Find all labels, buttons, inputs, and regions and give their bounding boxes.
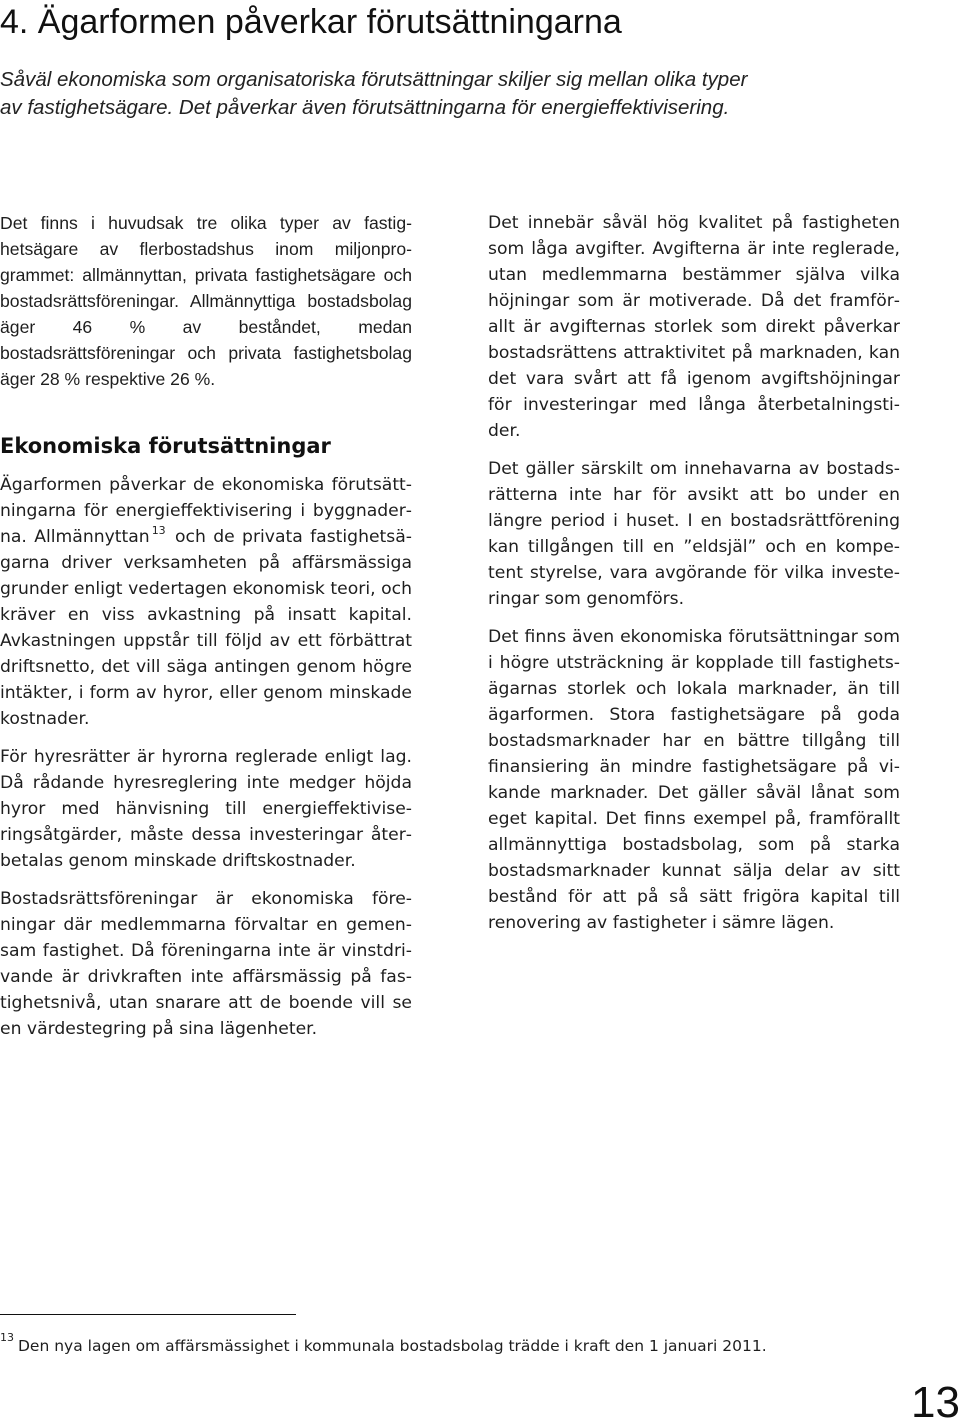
right-paragraph-2: Det gäller särskilt om innehavarna av bostadsrätterna inte har för avsikt att bo under en längre period i huset. I en bostadsrättförening kan tillgången till en ”eldsjäl” och en kompetent styrelse, vara avgörande för vilka investeringar som genomförs. [488, 459, 900, 609]
left-column [0, 210, 412, 1042]
footnote-number: 13 [0, 1331, 14, 1344]
left-paragraph-3: För hyresrätter är hyrorna reglerade enligt lag. Då rådande hyresreglering inte medger höjda hyror med hänvisning till energieffektiviseringsåtgärder, måste dessa investeringar återbetalas genom minskade driftskostnader. [0, 747, 412, 871]
intro-line-1: Såväl ekonomiska som organisatoriska förutsättningar skiljer sig mellan olika typer [0, 68, 748, 91]
chapter-title: 4. Ägarformen påverkar förutsättningarna [0, 3, 622, 41]
intro-line-2: av fastighetsägare. Det påverkar även förutsättningarna för energieffektivisering. [0, 96, 730, 119]
page-number: 13 [911, 1378, 960, 1427]
footnote-divider [0, 1314, 296, 1315]
footnote-text: Den nya lagen om affärsmässighet i kommunala bostadsbolag trädde i kraft den 1 januari 2011. [18, 1337, 767, 1355]
right-paragraph-1: Det innebär såväl hög kvalitet på fastigheten som låga avgifter. Avgifterna är inte reglerade, utan medlemmarna bestämmer själva vilka höjningar som är motiverade. Då det framförallt är avgifternas storlek som direkt påverkar bostadsrättens attraktivitet på marknaden, kan det vara svårt att få igenom avgiftshöjningar för investeringar med långa återbetalningstider. [488, 213, 900, 441]
footnote [0, 1332, 900, 1360]
left-paragraph-4: Bostadsrättsföreningar är ekonomiska föreningar där medlemmarna förvaltar en gemensam fastighet. Då föreningarna inte är vinstdrivande är drivkraften inte affärsmässig på fastighetsnivå, utan snarare att de boende vill se en värdestegring på sina lägenheter. [0, 889, 412, 1039]
section-heading: Ekonomiska förutsättningar [0, 434, 331, 458]
left-paragraph-2-start: Ägarformen påverkar de ekonomiska förutsättningarna för energieffektivisering i byggnaderna. Allmännyttan [0, 475, 412, 547]
right-paragraph-3: Det finns även ekonomiska förutsättningar som i högre utsträckning är kopplade till fastighetsägarnas storlek och lokala marknader, än till ägarformen. Stora fastighetsägare på goda bostadsmarknader har en bättre tillgång till finansiering än mindre fastighetsägare på vikande marknader. Det gäller såväl lånat som eget kapital. Det finns exempel på, framförallt allmännyttiga bostadsbolag, som på starka bostadsmarknader kunnat sälja delar av sitt bestånd för att på så sätt frigöra kapital till renovering av fastigheter i sämre lägen. [488, 627, 900, 933]
footnote-reference[interactable]: 13 [151, 524, 166, 537]
right-column [488, 210, 900, 936]
left-paragraph-2 [0, 472, 412, 732]
left-paragraph-2-end: och de privata fastighetsägarna driver verksamheten på affärsmässiga grunder enligt vedertagen ekonomisk teori, och kräver en viss avkastning på insatt kapital. Avkastningen uppstår till följd av ett förbättrat driftsnetto, det vill säga antingen genom högre intäkter, i form av hyror, eller genom minskade kostnader. [0, 527, 412, 729]
left-paragraph-1: Det finns i huvudsak tre olika typer av fastighetsägare av flerbostadshus inom miljonprogrammet: allmännyttan, privata fastighetsägare och bostadsrättsföreningar. Allmännyttiga bostadsbolag äger 46 % av beståndet, medan bostadsrättsföreningar och privata fastighetsbolag äger 28 % respektive 26 %. [0, 213, 412, 389]
chapter-intro [0, 66, 880, 122]
